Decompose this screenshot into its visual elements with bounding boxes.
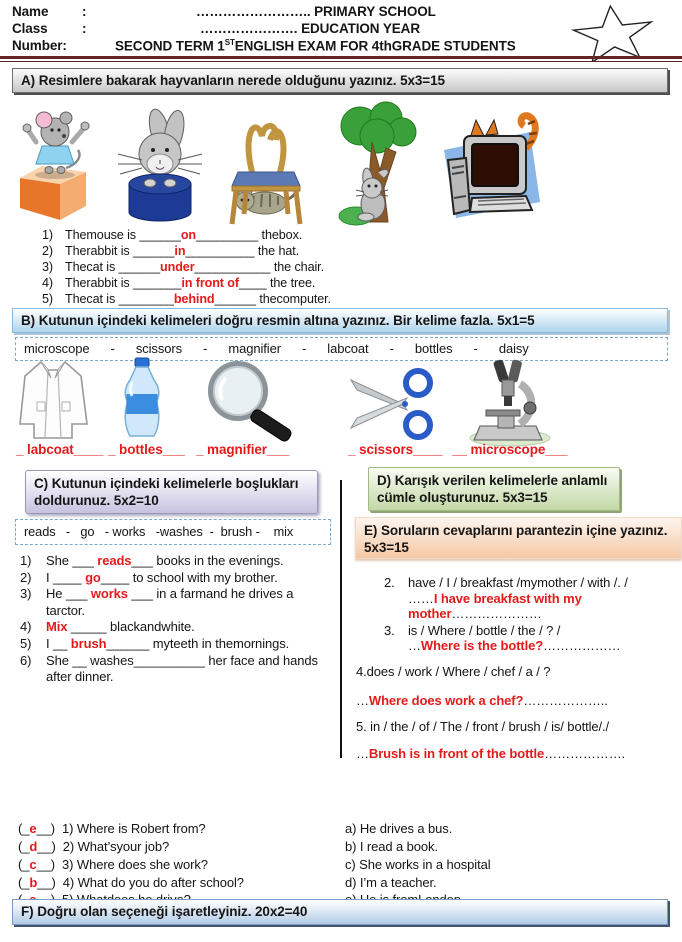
sentence-a1: 1) Themouse is ______on_________ thebox. [42,228,303,242]
labcoat-illustration [15,358,93,442]
section-b-header: B) Kutunun içindeki kelimeleri doğru resmin altına yazınız. Bir kelime fazla. 5x1=5 [12,308,668,333]
rabbit-in-front-of-tree-illustration [322,100,424,227]
section-a-header: A) Resimlere bakarak hayvanların nerede olduğunu yazınız. 5x3=15 [12,68,668,93]
scissors-illustration [345,364,437,444]
e-item-5-prompt: 5. in / the / of / The / front / brush / is/ bottle/./ [356,719,610,734]
sentence-c5: 5) I __ brush______ myteeth in themornings. [20,635,290,651]
section-c-wordbox: reads - go - works -washes - brush - mix [15,519,331,545]
match-row-1-a: a) He drives a bus. [345,821,453,836]
match-row-4-q: (_b__) 4) What do you do after school? [18,875,244,890]
match-row-3-a: c) She works in a hospital [345,857,491,872]
name-colon: : [82,4,87,19]
section-d-header: D) Karışık verilen kelimelerle anlamlı cümle oluşturunuz. 5x3=15 [368,467,620,511]
answer-bottles: _ bottles___ [108,442,185,457]
match-row-2-q: (_d__) 2) What’syour job? [18,839,170,854]
match-row-1-q: (_e__) 1) Where is Robert from? [18,821,206,836]
section-a-sentences [42,228,472,308]
class-value: …………………. EDUCATION YEAR [200,21,420,36]
section-e-items [384,575,646,655]
header-rule-thick [0,56,682,59]
e-item-4-prompt: 4.does / work / Where / chef / a / ? [356,664,551,679]
sentence-a2: 2) Therabbit is ______in__________ the hat. [42,244,300,259]
water-bottle-illustration [114,356,170,444]
section-b-wordbox: microscope - scissors - magnifier - labcoat - bottles - daisy [15,337,668,361]
answer-magnifier: _ magnifier___ [196,442,290,457]
e-item-5-answer: …Brush is in front of the bottle………………. [356,746,626,761]
e-item-3: 3. is / Where / bottle / the / ? / …Where is the bottle?……………… [384,622,621,654]
answer-labcoat: _ labcoat____ [16,442,104,457]
microscope-illustration [458,356,562,448]
match-row-3-q: (_c__) 3) Where does she work? [18,857,208,872]
sentence-a5: 5) Thecat is ________behind______ thecomputer. [42,292,331,307]
section-c-header: C) Kutunun içindeki kelimelerle boşlukları doldurunuz. 5x2=10 [25,470,318,514]
cat-behind-computer-illustration [430,108,548,224]
star-icon [568,2,658,62]
name-label: Name [12,4,49,19]
mouse-on-box-illustration [8,102,108,224]
sentence-c6: 6) She __ washes__________ her face and hands after dinner. [20,652,322,685]
answer-microscope: __ microscope___ [452,442,568,457]
sentence-a4: 4) Therabbit is _______in front of____ the tree. [42,276,316,291]
column-divider [340,480,342,758]
class-label: Class [12,21,48,36]
sentence-c4: 4) Mix _____ blackandwhite. [20,619,195,635]
match-row-2-a: b) I read a book. [345,839,438,854]
rabbit-in-hat-illustration [112,104,208,224]
class-colon: : [82,21,87,36]
section-e-header: E) Soruların cevaplarını parantezin içine yazınız. 5x3=15 [355,517,682,559]
sentence-c1: 1) She ___ reads___ books in the evenings. [20,553,284,568]
e-item-4-answer: …Where does work a chef?……………….. [356,693,608,708]
section-f-header: F) Doğru olan seçeneği işaretleyiniz. 20x2=40 [12,899,668,925]
section-c-sentences [20,553,330,686]
answer-scissors: _ scissors____ [348,442,443,457]
sentence-c2: 2) I ____ go____ to school with my brother. [20,569,278,585]
e-item-2: 2. have / I / breakfast /mymother / with /. / ……I have breakfast with my mother………………… [384,575,628,622]
magnifier-illustration [200,360,304,444]
name-value: …………………….. PRIMARY SCHOOL [196,4,436,19]
cat-under-chair-illustration [218,102,314,226]
sentence-c3: 3) He ___ works ___ in a farmand he drives a tarctor. [20,586,297,618]
sentence-a3: 3) Thecat is ______under___________ the chair. [42,260,324,275]
header-rule-thin [0,61,682,62]
match-row-4-a: d) I’m a teacher. [345,875,437,890]
exam-title: SECOND TERM 1STENGLISH EXAM FOR 4thGRADE STUDENTS [115,38,516,54]
number-label: Number: [12,38,67,53]
